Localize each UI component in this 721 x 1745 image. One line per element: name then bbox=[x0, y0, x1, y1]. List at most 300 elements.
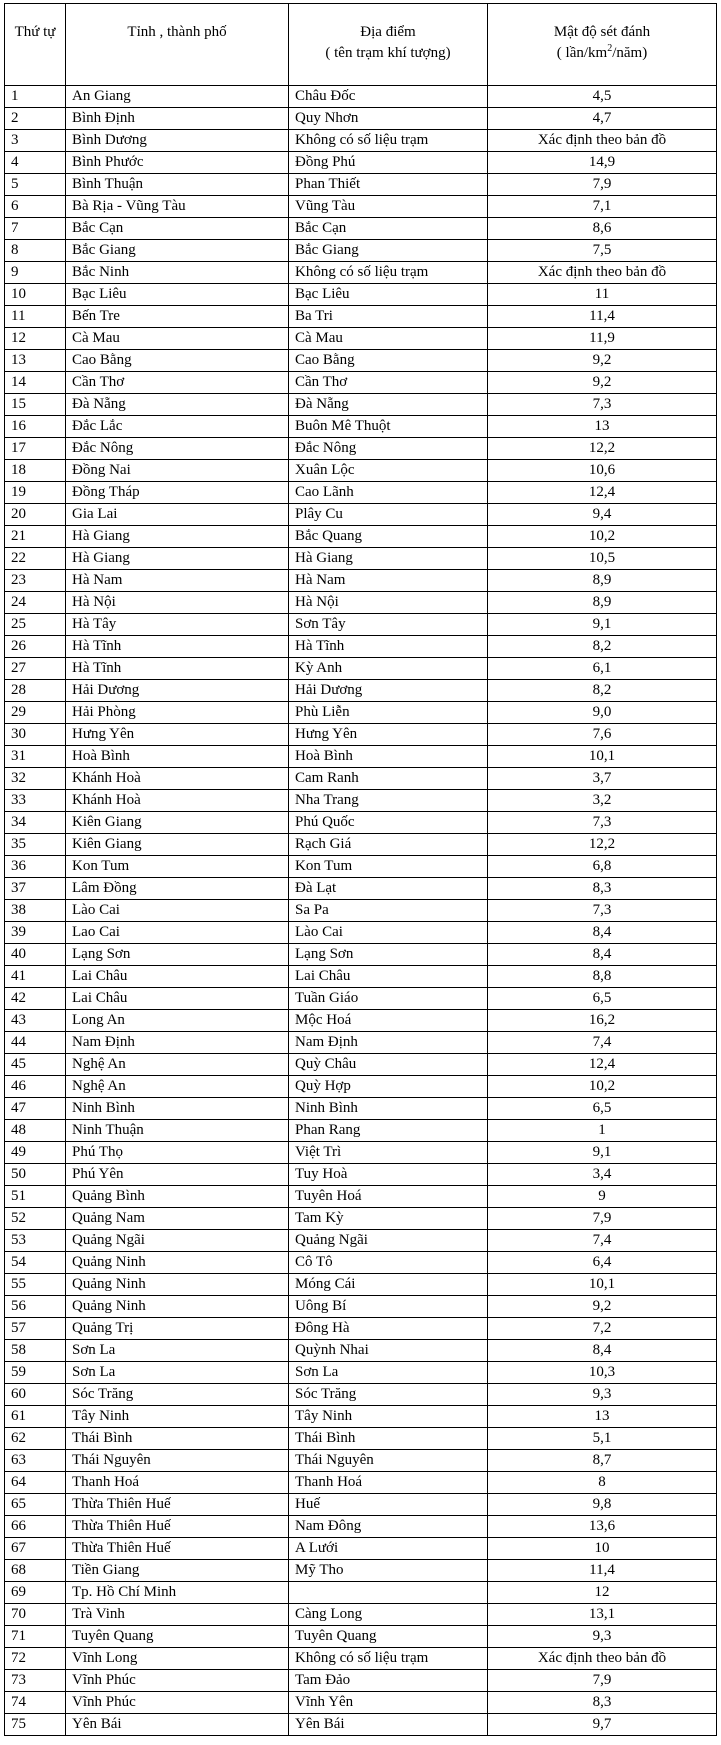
table-row bbox=[5, 240, 717, 262]
cell-station: Vĩnh Yên bbox=[289, 1692, 488, 1714]
cell-station: Phú Quốc bbox=[289, 812, 488, 834]
cell-province: Bắc Ninh bbox=[66, 262, 289, 284]
cell-station: Cần Thơ bbox=[289, 372, 488, 394]
cell-station: Lào Cai bbox=[289, 922, 488, 944]
cell-province: Long An bbox=[66, 1010, 289, 1032]
table-row bbox=[5, 1186, 717, 1208]
cell-station: Bắc Giang bbox=[289, 240, 488, 262]
table-row bbox=[5, 372, 717, 394]
cell-density: 11,9 bbox=[488, 328, 717, 350]
table-row bbox=[5, 1120, 717, 1142]
table-row bbox=[5, 658, 717, 680]
cell-number: 68 bbox=[5, 1560, 66, 1582]
cell-station: Càng Long bbox=[289, 1604, 488, 1626]
cell-number: 58 bbox=[5, 1340, 66, 1362]
table-row bbox=[5, 1648, 717, 1670]
cell-station: Thái Bình bbox=[289, 1428, 488, 1450]
table-row bbox=[5, 130, 717, 152]
cell-province: Thừa Thiên Huế bbox=[66, 1516, 289, 1538]
cell-density: 7,4 bbox=[488, 1032, 717, 1054]
header-density-line1: Mật độ sét đánh bbox=[553, 24, 651, 40]
cell-density: 10,1 bbox=[488, 746, 717, 768]
cell-province: Hà Giang bbox=[66, 548, 289, 570]
cell-density: 6,5 bbox=[488, 988, 717, 1010]
cell-number: 42 bbox=[5, 988, 66, 1010]
cell-province: Nam Định bbox=[66, 1032, 289, 1054]
cell-station: Tam Kỳ bbox=[289, 1208, 488, 1230]
cell-number: 46 bbox=[5, 1076, 66, 1098]
cell-station: Rạch Giá bbox=[289, 834, 488, 856]
table-row bbox=[5, 812, 717, 834]
cell-station: Không có số liệu trạm bbox=[289, 262, 488, 284]
cell-province: Tp. Hồ Chí Minh bbox=[66, 1582, 289, 1604]
table-row bbox=[5, 834, 717, 856]
cell-province: Khánh Hoà bbox=[66, 768, 289, 790]
table-row bbox=[5, 1516, 717, 1538]
cell-density: 7,3 bbox=[488, 394, 717, 416]
cell-province: Vĩnh Long bbox=[66, 1648, 289, 1670]
cell-number: 10 bbox=[5, 284, 66, 306]
table-row bbox=[5, 548, 717, 570]
cell-province: Tây Ninh bbox=[66, 1406, 289, 1428]
cell-density: 8,3 bbox=[488, 878, 717, 900]
cell-number: 15 bbox=[5, 394, 66, 416]
cell-province: Cao Bằng bbox=[66, 350, 289, 372]
cell-number: 6 bbox=[5, 196, 66, 218]
table-row bbox=[5, 1340, 717, 1362]
cell-province: Hoà Bình bbox=[66, 746, 289, 768]
cell-station: Bắc Cạn bbox=[289, 218, 488, 240]
cell-number: 33 bbox=[5, 790, 66, 812]
cell-province: Bình Dương bbox=[66, 130, 289, 152]
cell-number: 1 bbox=[5, 86, 66, 108]
table-row bbox=[5, 900, 717, 922]
cell-number: 56 bbox=[5, 1296, 66, 1318]
cell-density: 7,9 bbox=[488, 1208, 717, 1230]
cell-province: Vĩnh Phúc bbox=[66, 1692, 289, 1714]
cell-province: Phú Thọ bbox=[66, 1142, 289, 1164]
cell-density: 7,2 bbox=[488, 1318, 717, 1340]
table-row bbox=[5, 504, 717, 526]
table-row bbox=[5, 218, 717, 240]
header-row bbox=[5, 4, 717, 86]
cell-density: 8,2 bbox=[488, 680, 717, 702]
cell-station: Tây Ninh bbox=[289, 1406, 488, 1428]
cell-province: Trà Vinh bbox=[66, 1604, 289, 1626]
cell-number: 11 bbox=[5, 306, 66, 328]
cell-station: Mộc Hoá bbox=[289, 1010, 488, 1032]
cell-station: Sơn La bbox=[289, 1362, 488, 1384]
cell-station: Cam Ranh bbox=[289, 768, 488, 790]
cell-station: Tuyên Quang bbox=[289, 1626, 488, 1648]
cell-number: 22 bbox=[5, 548, 66, 570]
cell-number: 29 bbox=[5, 702, 66, 724]
table-row bbox=[5, 592, 717, 614]
cell-station: Hải Dương bbox=[289, 680, 488, 702]
table-row bbox=[5, 1538, 717, 1560]
cell-station: Việt Trì bbox=[289, 1142, 488, 1164]
cell-province: Lao Cai bbox=[66, 922, 289, 944]
cell-province: Hà Tĩnh bbox=[66, 658, 289, 680]
table-row bbox=[5, 988, 717, 1010]
cell-density: 9,4 bbox=[488, 504, 717, 526]
table-row bbox=[5, 702, 717, 724]
cell-province: Bắc Cạn bbox=[66, 218, 289, 240]
table-row bbox=[5, 284, 717, 306]
table-row bbox=[5, 724, 717, 746]
cell-density: 5,1 bbox=[488, 1428, 717, 1450]
cell-province: Ninh Thuận bbox=[66, 1120, 289, 1142]
cell-station: Phan Rang bbox=[289, 1120, 488, 1142]
cell-density: 10 bbox=[488, 1538, 717, 1560]
cell-station: Plây Cu bbox=[289, 504, 488, 526]
cell-station: Đồng Phú bbox=[289, 152, 488, 174]
cell-density: 12,4 bbox=[488, 1054, 717, 1076]
cell-density: 10,2 bbox=[488, 1076, 717, 1098]
cell-number: 20 bbox=[5, 504, 66, 526]
cell-station: A Lưới bbox=[289, 1538, 488, 1560]
table-row bbox=[5, 1252, 717, 1274]
cell-station: Hà Nội bbox=[289, 592, 488, 614]
cell-number: 44 bbox=[5, 1032, 66, 1054]
table-row bbox=[5, 152, 717, 174]
cell-number: 61 bbox=[5, 1406, 66, 1428]
cell-province: Quảng Ninh bbox=[66, 1274, 289, 1296]
cell-number: 45 bbox=[5, 1054, 66, 1076]
cell-province: Thanh Hoá bbox=[66, 1472, 289, 1494]
table-row bbox=[5, 1230, 717, 1252]
cell-density: 10,6 bbox=[488, 460, 717, 482]
cell-station: Không có số liệu trạm bbox=[289, 130, 488, 152]
table-row bbox=[5, 1362, 717, 1384]
table-row bbox=[5, 416, 717, 438]
cell-density: 11,4 bbox=[488, 1560, 717, 1582]
cell-number: 51 bbox=[5, 1186, 66, 1208]
cell-density: 9,2 bbox=[488, 1296, 717, 1318]
table-row bbox=[5, 1164, 717, 1186]
lightning-density-table bbox=[4, 3, 717, 1736]
table-row bbox=[5, 856, 717, 878]
cell-province: Bình Thuận bbox=[66, 174, 289, 196]
table-row bbox=[5, 1670, 717, 1692]
cell-province: Lào Cai bbox=[66, 900, 289, 922]
cell-station: Đắc Nông bbox=[289, 438, 488, 460]
cell-station: Buôn Mê Thuột bbox=[289, 416, 488, 438]
table-row bbox=[5, 394, 717, 416]
table-row bbox=[5, 86, 717, 108]
cell-density: 8,3 bbox=[488, 1692, 717, 1714]
cell-province: Thừa Thiên Huế bbox=[66, 1494, 289, 1516]
table-row bbox=[5, 306, 717, 328]
header-density-unit-pre: ( lần/km bbox=[556, 45, 608, 61]
cell-province: Bến Tre bbox=[66, 306, 289, 328]
cell-station: Ba Tri bbox=[289, 306, 488, 328]
header-location-line1: Địa điểm bbox=[360, 24, 416, 40]
table-header bbox=[5, 4, 717, 86]
cell-density: 12,2 bbox=[488, 438, 717, 460]
table-row bbox=[5, 108, 717, 130]
cell-number: 28 bbox=[5, 680, 66, 702]
cell-number: 34 bbox=[5, 812, 66, 834]
cell-density: 8,9 bbox=[488, 592, 717, 614]
cell-station: Hà Tĩnh bbox=[289, 636, 488, 658]
cell-number: 52 bbox=[5, 1208, 66, 1230]
cell-density: 3,7 bbox=[488, 768, 717, 790]
cell-density: 11 bbox=[488, 284, 717, 306]
table-row bbox=[5, 922, 717, 944]
cell-station: Tuần Giáo bbox=[289, 988, 488, 1010]
header-stt: Thứ tự bbox=[5, 4, 66, 86]
cell-station: Yên Bái bbox=[289, 1714, 488, 1736]
table-row bbox=[5, 1384, 717, 1406]
table-row bbox=[5, 680, 717, 702]
cell-density: 9,3 bbox=[488, 1626, 717, 1648]
table-row bbox=[5, 1626, 717, 1648]
cell-province: Bắc Giang bbox=[66, 240, 289, 262]
table-row bbox=[5, 1098, 717, 1120]
cell-province: Lai Châu bbox=[66, 966, 289, 988]
cell-station: Phan Thiết bbox=[289, 174, 488, 196]
cell-province: Quảng Ngãi bbox=[66, 1230, 289, 1252]
cell-number: 14 bbox=[5, 372, 66, 394]
cell-station: Đông Hà bbox=[289, 1318, 488, 1340]
cell-station: Lạng Sơn bbox=[289, 944, 488, 966]
cell-number: 12 bbox=[5, 328, 66, 350]
cell-province: Sóc Trăng bbox=[66, 1384, 289, 1406]
table-row bbox=[5, 1494, 717, 1516]
cell-station: Nam Đông bbox=[289, 1516, 488, 1538]
cell-number: 39 bbox=[5, 922, 66, 944]
cell-density: 9,3 bbox=[488, 1384, 717, 1406]
cell-number: 17 bbox=[5, 438, 66, 460]
table-row bbox=[5, 350, 717, 372]
cell-number: 32 bbox=[5, 768, 66, 790]
cell-station: Quỳnh Nhai bbox=[289, 1340, 488, 1362]
cell-station: Hưng Yên bbox=[289, 724, 488, 746]
cell-station: Cà Mau bbox=[289, 328, 488, 350]
cell-station: Sa Pa bbox=[289, 900, 488, 922]
cell-province: Ninh Bình bbox=[66, 1098, 289, 1120]
table-row bbox=[5, 1472, 717, 1494]
cell-station: Huế bbox=[289, 1494, 488, 1516]
cell-station: Sơn Tây bbox=[289, 614, 488, 636]
cell-province: Đà Nẵng bbox=[66, 394, 289, 416]
cell-number: 7 bbox=[5, 218, 66, 240]
cell-station: Mỹ Tho bbox=[289, 1560, 488, 1582]
cell-station: Vũng Tàu bbox=[289, 196, 488, 218]
header-density bbox=[488, 4, 717, 86]
cell-province: Đồng Nai bbox=[66, 460, 289, 482]
cell-number: 73 bbox=[5, 1670, 66, 1692]
table-row bbox=[5, 944, 717, 966]
cell-density: 14,9 bbox=[488, 152, 717, 174]
cell-station: Cô Tô bbox=[289, 1252, 488, 1274]
table-row bbox=[5, 1142, 717, 1164]
table-row bbox=[5, 966, 717, 988]
cell-number: 53 bbox=[5, 1230, 66, 1252]
cell-number: 54 bbox=[5, 1252, 66, 1274]
header-location-line2: ( tên trạm khí tượng) bbox=[325, 45, 451, 61]
table-row bbox=[5, 1604, 717, 1626]
cell-station: Hà Giang bbox=[289, 548, 488, 570]
cell-province: Bạc Liêu bbox=[66, 284, 289, 306]
cell-density: 6,8 bbox=[488, 856, 717, 878]
cell-density: 4,5 bbox=[488, 86, 717, 108]
cell-density: 7,3 bbox=[488, 900, 717, 922]
cell-number: 40 bbox=[5, 944, 66, 966]
cell-density: Xác định theo bản đồ bbox=[488, 130, 717, 152]
cell-density: 9,1 bbox=[488, 614, 717, 636]
cell-number: 55 bbox=[5, 1274, 66, 1296]
cell-density: 10,5 bbox=[488, 548, 717, 570]
cell-number: 47 bbox=[5, 1098, 66, 1120]
cell-province: Hà Giang bbox=[66, 526, 289, 548]
header-density-unit-sup: 2 bbox=[607, 43, 613, 54]
cell-province: Bà Rịa - Vũng Tàu bbox=[66, 196, 289, 218]
table-row bbox=[5, 878, 717, 900]
cell-number: 57 bbox=[5, 1318, 66, 1340]
cell-number: 2 bbox=[5, 108, 66, 130]
cell-number: 16 bbox=[5, 416, 66, 438]
cell-province: Yên Bái bbox=[66, 1714, 289, 1736]
cell-number: 62 bbox=[5, 1428, 66, 1450]
cell-density: 8,6 bbox=[488, 218, 717, 240]
cell-province: Lâm Đồng bbox=[66, 878, 289, 900]
cell-station: Móng Cái bbox=[289, 1274, 488, 1296]
cell-density: 16,2 bbox=[488, 1010, 717, 1032]
cell-station: Lai Châu bbox=[289, 966, 488, 988]
cell-province: Sơn La bbox=[66, 1362, 289, 1384]
cell-density: 3,4 bbox=[488, 1164, 717, 1186]
cell-station: Nam Định bbox=[289, 1032, 488, 1054]
cell-density: 9,7 bbox=[488, 1714, 717, 1736]
table-row bbox=[5, 526, 717, 548]
cell-province: Gia Lai bbox=[66, 504, 289, 526]
cell-province: Hải Dương bbox=[66, 680, 289, 702]
cell-province: Nghệ An bbox=[66, 1076, 289, 1098]
cell-station: Quy Nhơn bbox=[289, 108, 488, 130]
cell-density: 6,4 bbox=[488, 1252, 717, 1274]
table-row bbox=[5, 460, 717, 482]
table-row bbox=[5, 614, 717, 636]
cell-province: Nghệ An bbox=[66, 1054, 289, 1076]
cell-station: Nha Trang bbox=[289, 790, 488, 812]
cell-density: 8 bbox=[488, 1472, 717, 1494]
cell-station: Kỳ Anh bbox=[289, 658, 488, 680]
cell-province: Quảng Ninh bbox=[66, 1296, 289, 1318]
cell-density: 12,4 bbox=[488, 482, 717, 504]
cell-station: Sóc Trăng bbox=[289, 1384, 488, 1406]
cell-density: 8,4 bbox=[488, 922, 717, 944]
cell-province: Hà Nam bbox=[66, 570, 289, 592]
cell-province: Thái Nguyên bbox=[66, 1450, 289, 1472]
cell-density: 8,7 bbox=[488, 1450, 717, 1472]
cell-province: Quảng Nam bbox=[66, 1208, 289, 1230]
cell-province: Hà Tây bbox=[66, 614, 289, 636]
cell-number: 59 bbox=[5, 1362, 66, 1384]
cell-province: Bình Định bbox=[66, 108, 289, 130]
cell-station: Quỳ Châu bbox=[289, 1054, 488, 1076]
cell-density: 7,3 bbox=[488, 812, 717, 834]
cell-density: Xác định theo bản đồ bbox=[488, 1648, 717, 1670]
cell-number: 26 bbox=[5, 636, 66, 658]
cell-number: 36 bbox=[5, 856, 66, 878]
cell-number: 71 bbox=[5, 1626, 66, 1648]
cell-station: Cao Lãnh bbox=[289, 482, 488, 504]
cell-density: 13,6 bbox=[488, 1516, 717, 1538]
cell-density: 4,7 bbox=[488, 108, 717, 130]
table-row bbox=[5, 1714, 717, 1736]
cell-province: Cần Thơ bbox=[66, 372, 289, 394]
cell-station: Châu Đốc bbox=[289, 86, 488, 108]
cell-station: Không có số liệu trạm bbox=[289, 1648, 488, 1670]
cell-station: Tuy Hoà bbox=[289, 1164, 488, 1186]
table-row bbox=[5, 636, 717, 658]
cell-number: 4 bbox=[5, 152, 66, 174]
cell-station: Bắc Quang bbox=[289, 526, 488, 548]
cell-density: 8,4 bbox=[488, 944, 717, 966]
cell-province: Đắc Lắc bbox=[66, 416, 289, 438]
cell-province: Tiền Giang bbox=[66, 1560, 289, 1582]
cell-province: Phú Yên bbox=[66, 1164, 289, 1186]
cell-density: 13,1 bbox=[488, 1604, 717, 1626]
header-province: Tỉnh , thành phố bbox=[66, 4, 289, 86]
cell-number: 38 bbox=[5, 900, 66, 922]
cell-density: 8,2 bbox=[488, 636, 717, 658]
cell-density: 9,2 bbox=[488, 350, 717, 372]
cell-station: Ninh Bình bbox=[289, 1098, 488, 1120]
cell-number: 64 bbox=[5, 1472, 66, 1494]
cell-station bbox=[289, 1582, 488, 1604]
cell-density: 11,4 bbox=[488, 306, 717, 328]
cell-province: Kiên Giang bbox=[66, 834, 289, 856]
table-row bbox=[5, 1274, 717, 1296]
cell-province: Quảng Ninh bbox=[66, 1252, 289, 1274]
cell-density: 10,3 bbox=[488, 1362, 717, 1384]
cell-density: 8,4 bbox=[488, 1340, 717, 1362]
cell-number: 67 bbox=[5, 1538, 66, 1560]
cell-number: 66 bbox=[5, 1516, 66, 1538]
table-row bbox=[5, 1692, 717, 1714]
cell-density: 7,4 bbox=[488, 1230, 717, 1252]
cell-number: 48 bbox=[5, 1120, 66, 1142]
cell-number: 5 bbox=[5, 174, 66, 196]
cell-density: 13 bbox=[488, 1406, 717, 1428]
table-row bbox=[5, 1296, 717, 1318]
cell-station: Hoà Bình bbox=[289, 746, 488, 768]
cell-station: Tuyên Hoá bbox=[289, 1186, 488, 1208]
cell-province: An Giang bbox=[66, 86, 289, 108]
cell-number: 60 bbox=[5, 1384, 66, 1406]
cell-number: 49 bbox=[5, 1142, 66, 1164]
cell-province: Cà Mau bbox=[66, 328, 289, 350]
cell-station: Đà Lạt bbox=[289, 878, 488, 900]
table-row bbox=[5, 746, 717, 768]
cell-province: Bình Phước bbox=[66, 152, 289, 174]
table-row bbox=[5, 174, 717, 196]
cell-station: Kon Tum bbox=[289, 856, 488, 878]
cell-number: 3 bbox=[5, 130, 66, 152]
cell-number: 27 bbox=[5, 658, 66, 680]
cell-density: 8,9 bbox=[488, 570, 717, 592]
cell-density: 9,0 bbox=[488, 702, 717, 724]
cell-station: Hà Nam bbox=[289, 570, 488, 592]
cell-province: Quảng Trị bbox=[66, 1318, 289, 1340]
cell-density: 10,1 bbox=[488, 1274, 717, 1296]
cell-density: 7,6 bbox=[488, 724, 717, 746]
table-row bbox=[5, 1054, 717, 1076]
table-row bbox=[5, 1560, 717, 1582]
